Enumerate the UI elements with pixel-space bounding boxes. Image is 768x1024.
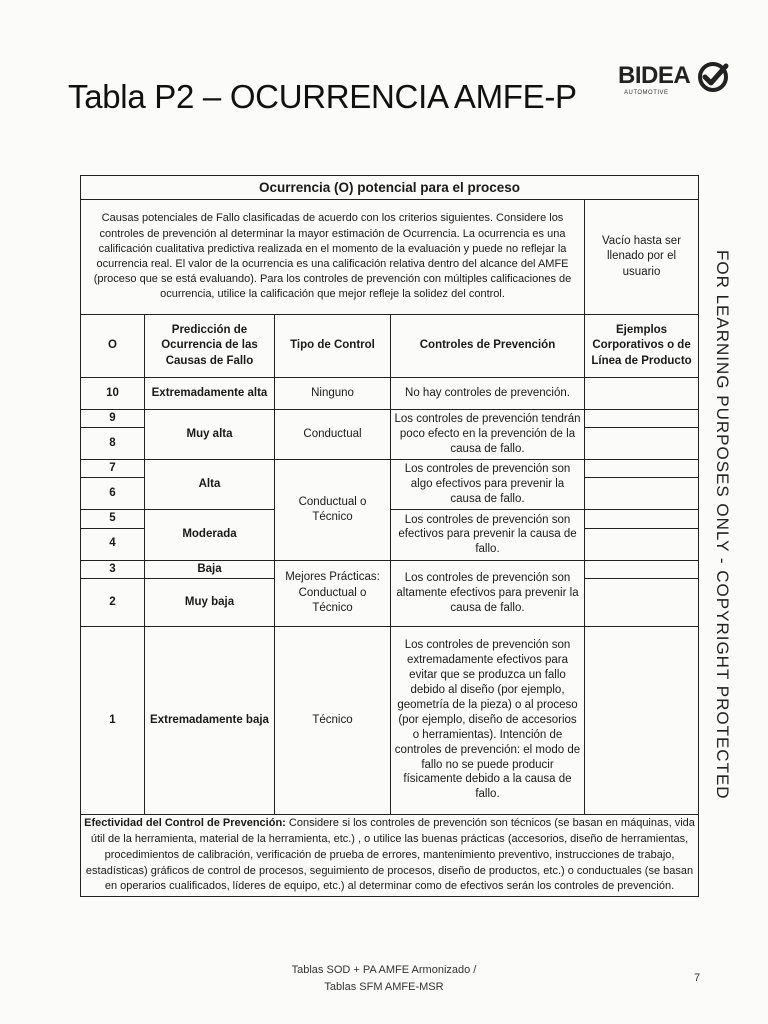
rating-2: 2 (81, 578, 145, 626)
page-title: Tabla P2 – OCURRENCIA AMFE-P (68, 78, 577, 115)
logo-subtitle: AUTOMOTIVE (624, 90, 669, 96)
prediction-2: Muy baja (145, 578, 275, 626)
rating-9: 9 (81, 410, 145, 428)
table-header: Ocurrencia (O) potencial para el proceso (81, 176, 699, 200)
brand-logo (618, 60, 738, 104)
col-header-control-type: Tipo de Control (275, 315, 391, 378)
page-number: 7 (694, 972, 701, 984)
example-cell (585, 460, 699, 478)
prediction-10: Extremadamente alta (145, 378, 275, 410)
effectiveness-note (81, 814, 699, 897)
prevention-9-8: Los controles de prevención tendrán poco efecto en la prevención de la causa de fallo. (391, 410, 585, 460)
example-cell (585, 528, 699, 560)
rating-4: 4 (81, 528, 145, 560)
prevention-7-6: Los controles de prevención son algo efectivos para prevenir la causa de fallo. (391, 460, 585, 510)
example-cell (585, 560, 699, 578)
example-cell (585, 410, 699, 428)
prediction-3: Baja (145, 560, 275, 578)
prevention-10: No hay controles de prevención. (391, 378, 585, 410)
intro-text: Causas potenciales de Fallo clasificadas de acuerdo con los criterios siguientes. Considere los controles de prevención al determinar la mayor estimación de Ocurrencia. La ocurrencia es una calificación cualitativa predictiva realizada en el momento de la evaluación y puede no reflejar la ocurrencia real. El valor de la ocurrencia es una calificación relativa dentro del alcance del AMFE (proceso que se está evaluando). Para los controles de prevención con múltiples calificaciones de ocurrencia, utilice la calificación que mejor refleje la solidez del control. (81, 200, 585, 315)
rating-6: 6 (81, 478, 145, 510)
user-note: Vacío hasta ser llenado por el usuario (585, 200, 699, 315)
prevention-3-2: Los controles de prevención son altamente efectivos para prevenir la causa de fallo. (391, 560, 585, 626)
logo-wordmark: BIDEA (618, 62, 691, 89)
rating-1: 1 (81, 626, 145, 814)
col-header-prediction: Predicción de Ocurrencia de las Causas de Fallo (145, 315, 275, 378)
occurrence-table (80, 175, 699, 897)
control-type-technical: Técnico (275, 626, 391, 814)
prevention-1: Los controles de prevención son extremadamente efectivos para evitar que se produzca un fallo debido al diseño (por ejemplo, geometría de la pieza) o al proceso (por ejemplo, diseño de accesorios o herramientas). Intención de controles de prevención: el modo de fallo no se puede producir físicamente debido a la causa de fallo. (391, 626, 585, 814)
rating-8: 8 (81, 428, 145, 460)
control-type-behavioral: Conductual (275, 410, 391, 460)
rating-7: 7 (81, 460, 145, 478)
col-header-o: O (81, 315, 145, 378)
prediction-1: Extremadamente baja (145, 626, 275, 814)
footer-line-1: Tablas SOD + PA AMFE Armonizado / (291, 964, 477, 976)
rating-3: 3 (81, 560, 145, 578)
col-header-examples: Ejemplos Corporativos o de Línea de Producto (585, 315, 699, 378)
footer-line-2: Tablas SFM AMFE-MSR (324, 980, 444, 993)
prediction-9-8: Muy alta (145, 410, 275, 460)
effectiveness-text: Considere si los controles de prevención son técnicos (se basan en máquinas, vida útil de la herramienta, material de la herramienta, etc.) , o utilice las buenas prácticas (accesorios, diseño de herramientas, procedimientos de calibración, verificación de prueba de errores, mantenimiento preventivo, instrucciones de trabajo, estadísticas) gráficos de control de procesos, seguimiento de procesos, diseño de productos, etc.) o conductuales (se basan en operarios cualificados, líderes de equipo, etc.) al determinar como de efectivos serán los controles de prevención. (85, 816, 695, 893)
col-header-prevention: Controles de Prevención (391, 315, 585, 378)
rating-5: 5 (81, 510, 145, 528)
copyright-side-note: FOR LEARNING PURPOSES ONLY - COPYRIGHT PROTECTED (713, 250, 732, 800)
effectiveness-label: Efectividad del Control de Prevención: (84, 816, 286, 829)
rating-10: 10 (81, 378, 145, 410)
control-type-none: Ninguno (275, 378, 391, 410)
prediction-5-4: Moderada (145, 510, 275, 560)
prediction-7-6: Alta (145, 460, 275, 510)
check-badge-icon (696, 60, 730, 94)
example-cell (585, 478, 699, 510)
control-type-behavioral-technical: Conductual o Técnico (275, 460, 391, 560)
example-cell (585, 578, 699, 626)
page-footer (0, 962, 768, 995)
example-cell (585, 378, 699, 410)
control-type-best-practices: Mejores Prácticas: Conductual o Técnico (275, 560, 391, 626)
example-cell (585, 510, 699, 528)
prevention-5-4: Los controles de prevención son efectivos para prevenir la causa de fallo. (391, 510, 585, 560)
example-cell (585, 626, 699, 814)
example-cell (585, 428, 699, 460)
